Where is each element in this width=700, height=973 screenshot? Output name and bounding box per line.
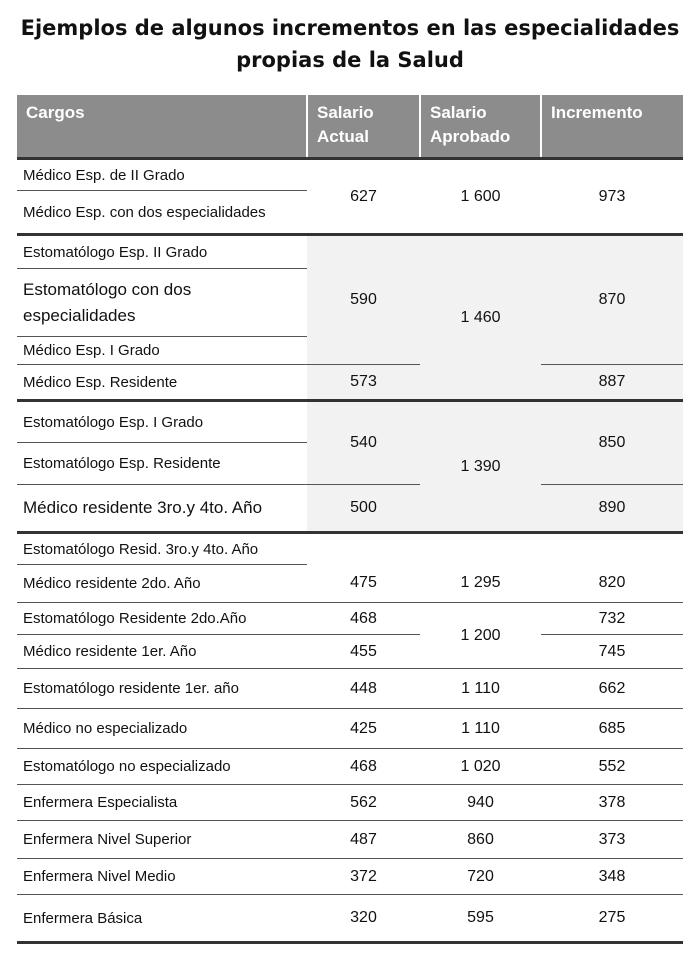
incremento-cell: 890 <box>541 485 683 533</box>
table-row <box>17 669 683 709</box>
cargo-cell: Médico Esp. con dos especialidades <box>17 191 307 235</box>
table-row <box>17 159 683 191</box>
cargo-cell: Estomatólogo Esp. I Grado <box>17 401 307 443</box>
table-row <box>17 859 683 895</box>
cargo-cell: Estomatólogo no especializado <box>17 749 307 785</box>
salario-aprobado-cell: 1 600 <box>420 159 541 235</box>
cargo-cell: Médico residente 3ro.y 4to. Año <box>17 485 307 533</box>
incremento-cell: 552 <box>541 749 683 785</box>
header-salario-aprobado: Salario Aprobado <box>420 95 541 159</box>
table-row <box>17 401 683 443</box>
salario-actual-cell: 448 <box>307 669 420 709</box>
title-line-2: propias de la Salud <box>236 48 464 72</box>
table-row <box>17 365 683 401</box>
table-row <box>17 749 683 785</box>
salario-aprobado-cell: 1 200 <box>420 603 541 669</box>
table-header <box>17 95 683 159</box>
incremento-cell: 870 <box>541 235 683 365</box>
cargo-cell: Enfermera Básica <box>17 895 307 943</box>
incremento-cell: 662 <box>541 669 683 709</box>
salario-actual-cell: 540 <box>307 401 420 485</box>
salario-aprobado-cell: 860 <box>420 821 541 859</box>
table-row <box>17 485 683 533</box>
header-cargos: Cargos <box>17 95 307 159</box>
salario-aprobado-cell: 1 390 <box>420 401 541 533</box>
salario-actual-cell: 475 <box>307 533 420 603</box>
incremento-cell: 820 <box>541 533 683 603</box>
cargo-cell: Estomatólogo residente 1er. año <box>17 669 307 709</box>
header-salario-actual: Salario Actual <box>307 95 420 159</box>
page-title <box>0 12 700 76</box>
cargo-cell: Estomatólogo Residente 2do.Año <box>17 603 307 635</box>
cargo-cell: Médico residente 1er. Año <box>17 635 307 669</box>
salario-actual-cell: 487 <box>307 821 420 859</box>
salario-actual-cell: 468 <box>307 749 420 785</box>
salario-actual-cell: 627 <box>307 159 420 235</box>
incremento-cell: 348 <box>541 859 683 895</box>
incremento-cell: 275 <box>541 895 683 943</box>
salario-aprobado-cell: 1 110 <box>420 669 541 709</box>
salario-aprobado-cell: 1 020 <box>420 749 541 785</box>
cargo-cell: Médico no especializado <box>17 709 307 749</box>
salario-actual-cell: 562 <box>307 785 420 821</box>
salario-actual-cell: 590 <box>307 235 420 365</box>
incremento-cell: 973 <box>541 159 683 235</box>
table-row <box>17 895 683 943</box>
cargo-cell: Enfermera Especialista <box>17 785 307 821</box>
incremento-cell: 745 <box>541 635 683 669</box>
incremento-cell: 685 <box>541 709 683 749</box>
salario-aprobado-cell: 1 110 <box>420 709 541 749</box>
table-row <box>17 603 683 635</box>
incremento-cell: 732 <box>541 603 683 635</box>
salario-actual-cell: 455 <box>307 635 420 669</box>
cargo-cell: Estomatólogo Esp. Residente <box>17 443 307 485</box>
salario-aprobado-cell: 720 <box>420 859 541 895</box>
title-line-1: Ejemplos de algunos incrementos en las especialidades <box>20 16 680 40</box>
salary-table <box>17 95 683 944</box>
incremento-cell: 850 <box>541 401 683 485</box>
cargo-cell: Médico residente 2do. Año <box>17 565 307 603</box>
salario-aprobado-cell: 595 <box>420 895 541 943</box>
salario-actual-cell: 320 <box>307 895 420 943</box>
cargo-cell: Estomatólogo Resid. 3ro.y 4to. Año <box>17 533 307 565</box>
incremento-cell: 887 <box>541 365 683 401</box>
cargo-cell: Estomatólogo Esp. II Grado <box>17 235 307 269</box>
incremento-cell: 378 <box>541 785 683 821</box>
salario-aprobado-cell: 940 <box>420 785 541 821</box>
table-row <box>17 235 683 269</box>
salario-actual-cell: 372 <box>307 859 420 895</box>
table-row <box>17 785 683 821</box>
cargo-cell: Médico Esp. de II Grado <box>17 159 307 191</box>
salario-aprobado-cell: 1 460 <box>420 235 541 401</box>
cargo-cell: Enfermera Nivel Superior <box>17 821 307 859</box>
table-row <box>17 533 683 565</box>
header-incremento: Incremento <box>541 95 683 159</box>
salario-actual-cell: 468 <box>307 603 420 635</box>
cargo-cell: Médico Esp. Residente <box>17 365 307 401</box>
table-row <box>17 709 683 749</box>
incremento-cell: 373 <box>541 821 683 859</box>
salario-actual-cell: 500 <box>307 485 420 533</box>
salario-actual-cell: 425 <box>307 709 420 749</box>
salario-aprobado-cell: 1 295 <box>420 533 541 603</box>
cargo-cell: Médico Esp. I Grado <box>17 337 307 365</box>
cargo-cell: Enfermera Nivel Medio <box>17 859 307 895</box>
table-row <box>17 635 683 669</box>
table-row <box>17 821 683 859</box>
cargo-cell: Estomatólogo con dos especialidades <box>17 269 307 337</box>
salario-actual-cell: 573 <box>307 365 420 401</box>
